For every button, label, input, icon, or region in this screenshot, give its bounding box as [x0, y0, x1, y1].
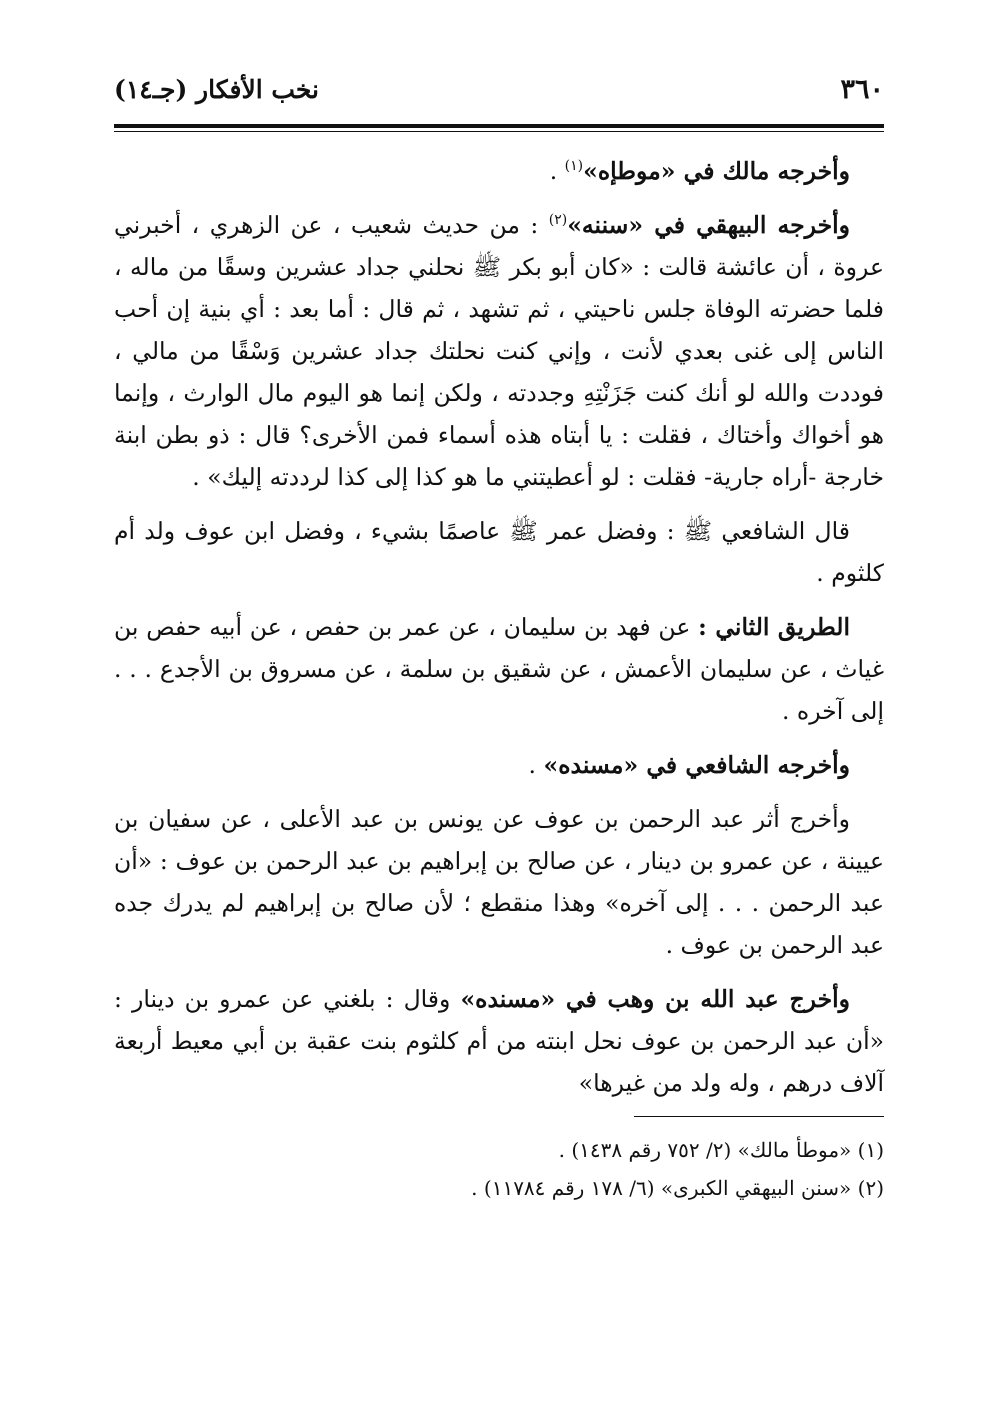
footnote-ref: (١) [564, 158, 584, 175]
paragraph [114, 150, 884, 192]
paragraph [114, 978, 884, 1104]
header-rule-thick [114, 124, 884, 128]
book-page [114, 74, 884, 1207]
page-header [114, 74, 884, 120]
paragraph [114, 204, 884, 498]
paragraph [114, 606, 884, 732]
footnotes [114, 1131, 884, 1207]
paragraph-lead: الطريق الثاني : [698, 613, 851, 641]
paragraph-text: وأخرج أثر عبد الرحمن بن عوف عن يونس بن عبد الأعلى ، عن سفيان بن عيينة ، عن عمرو بن دينار ، عن صالح بن إبراهيم بن عبد الرحمن بن عوف : «أن عبد الرحمن . . . إلى آخره» وهذا منقطع ؛ لأن صالح بن إبراهيم لم يدرك جده عبد الرحمن بن عوف . [114, 805, 884, 959]
paragraph [114, 798, 884, 966]
paragraph-text: وقال : بلغني عن عمرو بن دينار : «أن عبد الرحمن بن عوف نحل ابنته من أم كلثوم بنت عقبة بن أبي معيط أربعة آلاف درهم ، وله ولد من غيرها» [114, 985, 884, 1097]
paragraph-text: عن فهد بن سليمان ، عن عمر بن حفص ، عن أبيه حفص بن غياث ، عن سليمان الأعمش ، عن شقيق بن سلمة ، عن مسروق بن الأجدع . . . إلى آخره . [114, 613, 884, 725]
paragraph [114, 510, 884, 594]
footnote: (٢) «سنن البيهقي الكبرى» (٦/ ١٧٨ رقم ١١٧٨٤) . [471, 1176, 884, 1200]
paragraph [114, 744, 884, 786]
page-number: ٣٦٠ [840, 74, 884, 105]
footnote-separator [634, 1116, 884, 1117]
paragraph-lead: وأخرج عبد الله بن وهب في «مسنده» [460, 985, 850, 1013]
footnote-ref: (٢) [548, 212, 568, 229]
paragraph-lead: وأخرجه مالك في «موطإه» [583, 157, 850, 185]
paragraph-text: : من حديث شعيب ، عن الزهري ، أخبرني عروة ، أن عائشة قالت : «كان أبو بكر ﷺ نحلني جداد عشرين وسقًا من ماله ، فلما حضرته الوفاة جلس ناحيتي ، ثم تشهد ، ثم قال : أما بعد : أي بنية إن أحب الناس إلى غنى بعدي لأنت ، وإني كنت نحلتك جداد عشرين وَسْقًا من مالي ، فوددت والله لو أنك كنت جَزَنْتِهِ وجددته ، ولكن إنما هو اليوم مال الوارث ، وإنما هو أخواك وأختاك ، فقلت : يا أبتاه هذه أسماء فمن الأخرى؟ قال : ذو بطن ابنة خارجة -أراه جارية- فقلت : لو أعطيتني ما هو كذا إلى كذا لرددته إليك» . [114, 211, 885, 491]
paragraph-text: . [528, 751, 544, 779]
book-title: نخب الأفكار (جـ١٤) [114, 75, 320, 104]
footnote: (١) «موطأ مالك» (٢/ ٧٥٢ رقم ١٤٣٨) . [558, 1138, 884, 1162]
paragraph-text: . [549, 157, 565, 185]
paragraph-text: قال الشافعي ﷺ : وفضل عمر ﷺ عاصمًا بشيء ، وفضل ابن عوف ولد أم كلثوم . [114, 517, 884, 587]
header-rule-thin [114, 131, 884, 132]
body-text [114, 150, 884, 1104]
paragraph-lead: وأخرجه الشافعي في «مسنده» [543, 751, 850, 779]
paragraph-lead: وأخرجه البيهقي في «سننه» [567, 211, 850, 239]
